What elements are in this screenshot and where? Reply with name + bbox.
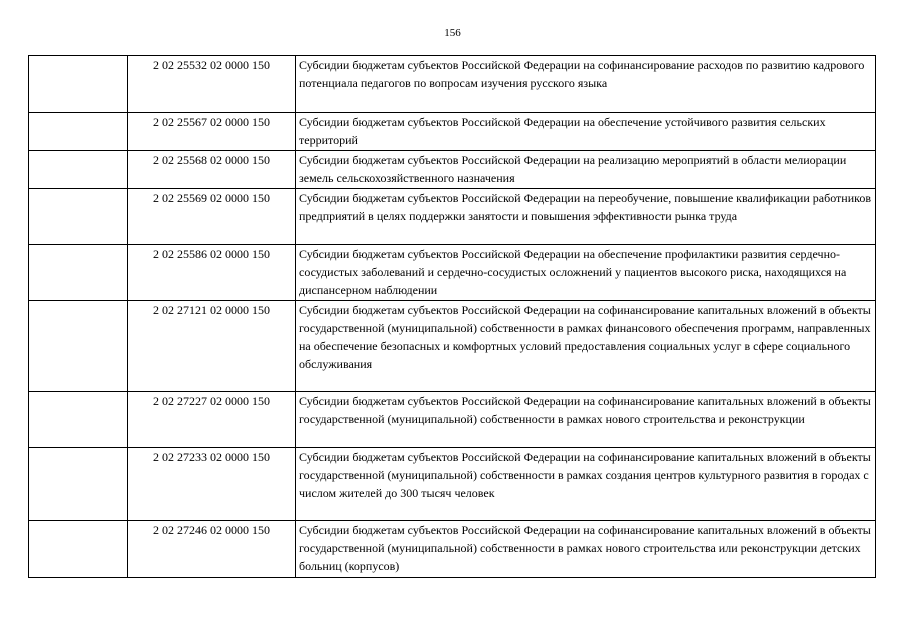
budget-code: 2 02 27121 02 0000 150 <box>128 301 296 392</box>
budget-code: 2 02 25567 02 0000 150 <box>128 113 296 151</box>
empty-cell <box>29 151 128 189</box>
budget-code: 2 02 25569 02 0000 150 <box>128 189 296 245</box>
table-row <box>29 245 876 301</box>
budget-code: 2 02 25568 02 0000 150 <box>128 151 296 189</box>
budget-code: 2 02 25586 02 0000 150 <box>128 245 296 301</box>
table-row <box>29 392 876 448</box>
table-row <box>29 448 876 521</box>
budget-code: 2 02 27227 02 0000 150 <box>128 392 296 448</box>
subsidy-description: Субсидии бюджетам субъектов Российской Федерации на обеспечение устойчивого развития сельских территорий <box>296 113 876 151</box>
budget-code: 2 02 25532 02 0000 150 <box>128 56 296 113</box>
subsidy-description: Субсидии бюджетам субъектов Российской Федерации на софинансирование капитальных вложений в объекты государственной (муниципальной) собственности в рамках нового строительства и реконструкции <box>296 392 876 448</box>
page-number: 156 <box>444 27 461 39</box>
empty-cell <box>29 392 128 448</box>
budget-classification-table <box>28 55 876 578</box>
subsidy-description: Субсидии бюджетам субъектов Российской Федерации на софинансирование расходов по развитию кадрового потенциала педагогов по вопросам изучения русского языка <box>296 56 876 113</box>
subsidy-description: Субсидии бюджетам субъектов Российской Федерации на обеспечение профилактики развития сердечно-сосудистых заболеваний и сердечно-сосудистых осложнений у пациентов высокого риска, находящихся на диспансерном наблюдении <box>296 245 876 301</box>
empty-cell <box>29 56 128 113</box>
empty-cell <box>29 113 128 151</box>
empty-cell <box>29 521 128 578</box>
subsidy-description: Субсидии бюджетам субъектов Российской Федерации на софинансирование капитальных вложений в объекты государственной (муниципальной) собственности в рамках нового строительства или реконструкции детских больниц (корпусов) <box>296 521 876 578</box>
subsidy-description: Субсидии бюджетам субъектов Российской Федерации на переобучение, повышение квалификации работников предприятий в целях поддержки занятости и повышения эффективности рынка труда <box>296 189 876 245</box>
table-row <box>29 189 876 245</box>
subsidy-description: Субсидии бюджетам субъектов Российской Федерации на реализацию мероприятий в области мелиорации земель сельскохозяйственного назначения <box>296 151 876 189</box>
empty-cell <box>29 245 128 301</box>
budget-code: 2 02 27233 02 0000 150 <box>128 448 296 521</box>
empty-cell <box>29 301 128 392</box>
subsidy-description: Субсидии бюджетам субъектов Российской Федерации на софинансирование капитальных вложений в объекты государственной (муниципальной) собственности в рамках создания центров культурного развития в городах с числом жителей до 300 тысяч человек <box>296 448 876 521</box>
table-row <box>29 56 876 113</box>
table-row <box>29 521 876 578</box>
subsidy-description: Субсидии бюджетам субъектов Российской Федерации на софинансирование капитальных вложений в объекты государственной (муниципальной) собственности в рамках финансового обеспечения программ, направленных на обеспечение безопасных и комфортных условий предоставления социальных услуг в сфере социального обслуживания <box>296 301 876 392</box>
table-row <box>29 151 876 189</box>
empty-cell <box>29 448 128 521</box>
empty-cell <box>29 189 128 245</box>
table-row <box>29 301 876 392</box>
table-row <box>29 113 876 151</box>
budget-code: 2 02 27246 02 0000 150 <box>128 521 296 578</box>
